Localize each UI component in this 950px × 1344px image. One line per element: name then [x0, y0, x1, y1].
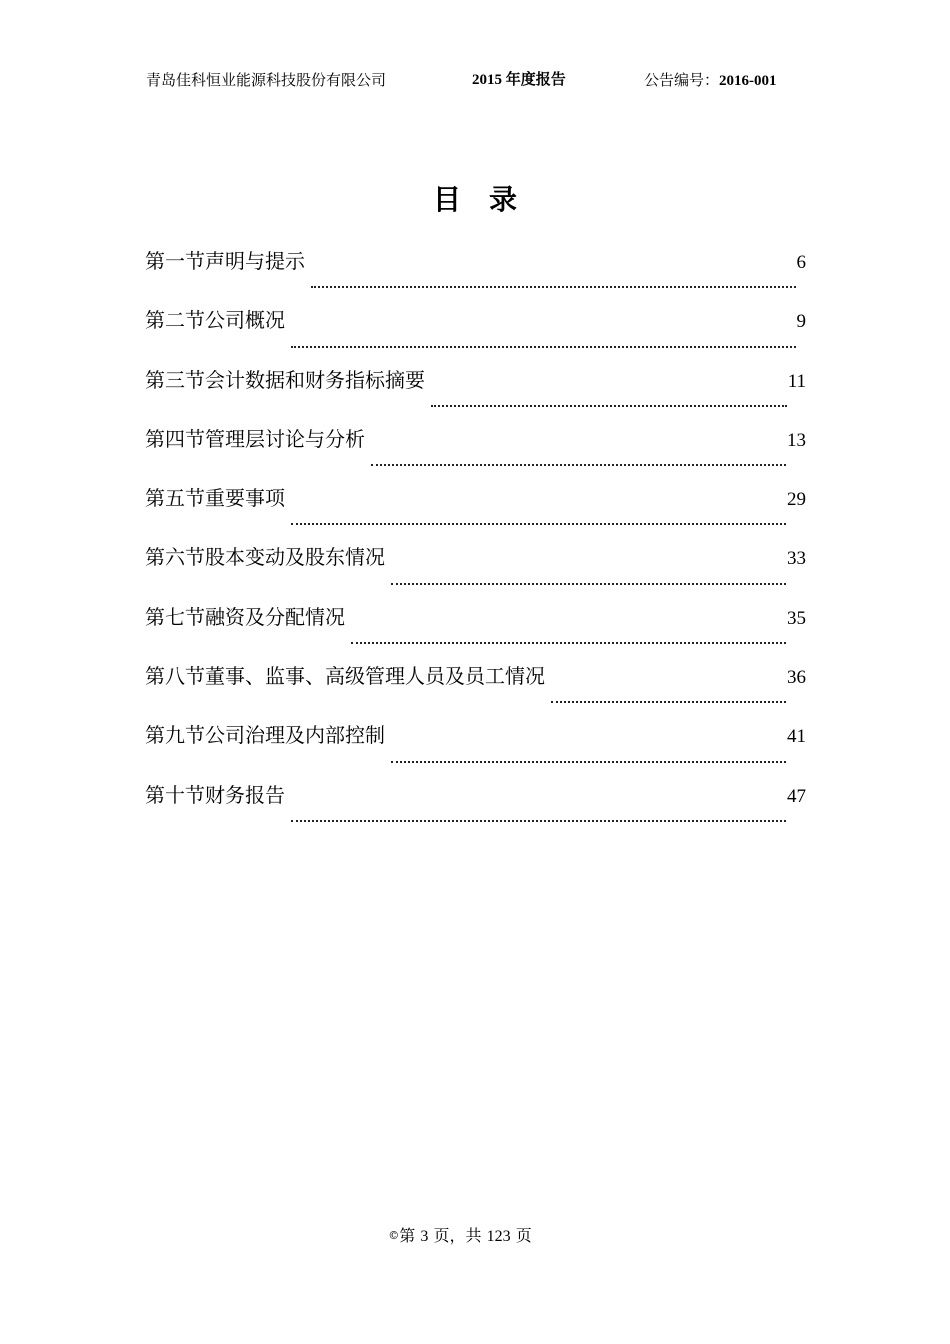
toc-entry-page: 35 [787, 607, 806, 629]
toc-entry-label: 第六节股本变动及股东情况 [145, 545, 385, 570]
toc-entry[interactable] [145, 658, 806, 717]
header-report-title: 2015 年度报告 [472, 72, 566, 88]
toc-entry-label: 第四节管理层讨论与分析 [145, 426, 365, 451]
toc-entry-label: 第八节董事、监事、高级管理人员及员工情况 [145, 664, 545, 689]
page-header [146, 68, 806, 92]
toc-leader-dots [311, 286, 796, 288]
toc-entry[interactable] [145, 777, 806, 836]
copyright-symbol: © [388, 1229, 400, 1242]
toc-entry[interactable] [145, 480, 806, 539]
toc-entry-page: 47 [787, 785, 806, 807]
footer-current-page: 3 [420, 1228, 429, 1245]
toc-entry-label: 第二节公司概况 [145, 308, 285, 333]
footer-middle: 页，共 [433, 1226, 482, 1245]
header-company-name: 青岛佳科恒业能源科技股份有限公司 [146, 71, 387, 89]
toc-leader-dots [351, 642, 786, 644]
toc-entry-page: 33 [787, 548, 806, 570]
footer-suffix: 页 [515, 1226, 532, 1245]
footer-prefix: 第 [399, 1226, 416, 1245]
toc-entry-page: 11 [787, 370, 806, 392]
header-notice [644, 68, 777, 93]
page-footer [0, 1222, 920, 1251]
toc-leader-dots [431, 405, 787, 407]
toc-leader-dots [291, 523, 786, 525]
toc-entry[interactable] [145, 539, 806, 598]
toc-leader-dots [551, 701, 786, 703]
toc-entry-page: 9 [796, 311, 806, 333]
toc-entry-page: 29 [787, 489, 806, 511]
toc-title: 目录 [432, 183, 545, 216]
toc-entry[interactable] [145, 599, 806, 658]
toc-leader-dots [391, 583, 786, 585]
toc-entry-label: 第一节声明与提示 [145, 249, 305, 273]
toc-entry-page: 13 [787, 429, 806, 451]
toc-entry[interactable] [145, 717, 806, 776]
header-notice-label: 公告编号： [644, 71, 720, 89]
toc-leader-dots [371, 464, 786, 466]
toc-entry[interactable] [145, 421, 806, 480]
toc-entry-label: 第七节融资及分配情况 [145, 604, 345, 629]
toc-entry[interactable] [145, 362, 806, 421]
toc-entry-page: 6 [796, 252, 806, 273]
toc-entry[interactable] [145, 243, 806, 302]
toc-leader-dots [291, 346, 796, 348]
toc-entry-page: 36 [787, 667, 806, 689]
toc-entry-label: 第五节重要事项 [145, 486, 285, 511]
toc-entry[interactable] [145, 302, 806, 361]
toc-leader-dots [391, 761, 786, 763]
toc-leader-dots [291, 820, 786, 822]
toc-entry-label: 第十节财务报告 [145, 782, 285, 807]
footer-total-pages: 123 [486, 1228, 511, 1245]
toc-entry-label: 第三节会计数据和财务指标摘要 [145, 367, 425, 392]
header-notice-number: 2016-001 [719, 73, 777, 89]
table-of-contents [145, 243, 806, 836]
toc-entry-label: 第九节公司治理及内部控制 [145, 723, 385, 748]
toc-entry-page: 41 [787, 726, 806, 748]
